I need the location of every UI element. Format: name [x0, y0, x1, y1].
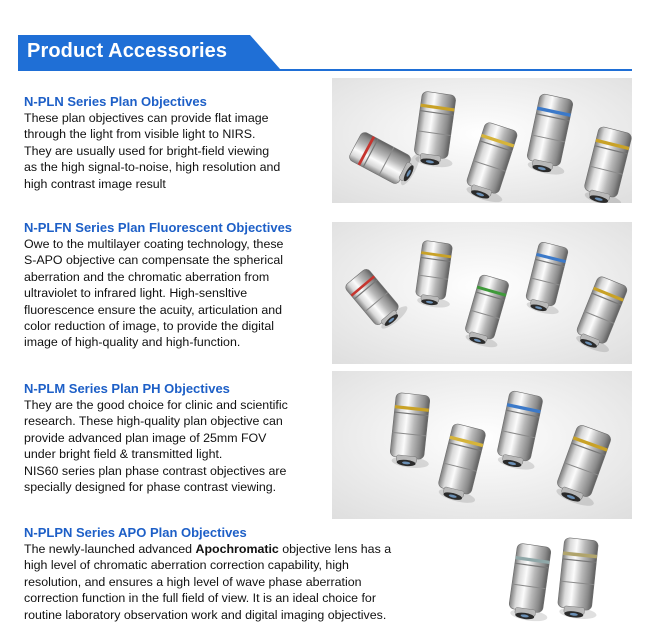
section-description: The newly-launched advanced Apochromatic objective lens has a high level of chromatic aberration correction capability, high resolution, and ensures a high level of wave phase aberration correction function in the full field of view. It is an ideal choice for routine laboratory observation work and digital imaging objectives.: [24, 542, 392, 622]
section-title: N-PLM Series Plan PH Objectives: [24, 381, 230, 396]
fluorescent-objectives-photo: [332, 222, 632, 364]
section-n-pln: [24, 94, 280, 192]
section-title: N-PLN Series Plan Objectives: [24, 94, 207, 109]
section-n-plfn: [24, 220, 292, 351]
page-title: Product Accessories: [27, 40, 228, 62]
section-title: N-PLPN Series APO Plan Objectives: [24, 525, 247, 540]
section-n-plm: [24, 381, 288, 495]
section-description: Owe to the multilayer coating technology, these S-APO objective can compensate the spherical aberration and the chromatic aberration from ultraviolet to infrared light. High-sensltive fluorescence ensure the acuity, articulation and color reduction of image, to provide the digital image of high-quality and high-function.: [24, 237, 284, 350]
section-description: They are the good choice for clinic and scientific research. These high-quality plan objective can provide advanced plan image of 25mm FOV under bright field & transmitted light. NIS60 series plan phase contrast objectives are specially designed for phase contrast viewing.: [24, 398, 288, 495]
apo-objectives-photo: [478, 522, 632, 626]
section-title: N-PLFN Series Plan Fluorescent Objectives: [24, 220, 293, 235]
phase-contrast-objectives-photo: [332, 371, 632, 519]
objective-lens-illustration: [507, 543, 557, 623]
section-description: These plan objectives can provide flat image through the light from visible light to NIRS. They are usually used for bright-field viewing as the high signal-to-noise, high resolution and high contrast image result: [24, 111, 281, 191]
objective-lenses-photo: [332, 78, 632, 203]
section-header: [18, 35, 632, 71]
section-n-plpn: [24, 525, 391, 623]
objective-lens-illustration: [556, 537, 604, 620]
header-divider: [18, 69, 632, 71]
